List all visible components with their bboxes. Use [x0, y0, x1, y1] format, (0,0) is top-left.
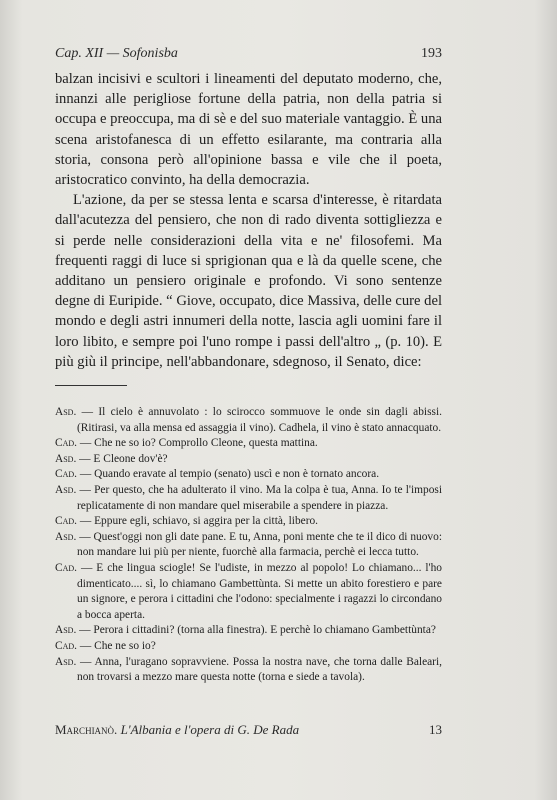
dialogue-text: — Quando eravate al tempio (senato) uscì e non è tornato ancora.	[79, 468, 380, 481]
footer-book-title: L'Albania e l'opera di G. De Rada	[120, 722, 300, 737]
dialogue-line	[55, 561, 442, 623]
dialogue-text: — Che ne so io? Comprollo Cleone, questa mattina.	[79, 437, 318, 450]
paragraph: balzan incisivi e scultori i lineamenti del deputato moderno, che, innanzi alle perigliose fortune della patria, non della patria si occupa e preoccupa, ma di sè e del suo materiale vantaggio. È una scena aristofanesca di un effetto esilarante, ma contraria alla storia, consona però all'opinione bassa e vile che il poeta, aristocratico convinto, ha della democrazia.	[55, 71, 442, 189]
speaker-label: Cad.	[55, 515, 77, 528]
speaker-label: Asd.	[55, 483, 77, 496]
footer-author: Marchianò.	[55, 722, 118, 737]
dialogue-line	[55, 452, 442, 468]
speaker-label: Asd.	[55, 452, 77, 465]
footnote-divider	[55, 385, 127, 386]
page-footer	[55, 722, 442, 738]
main-text	[55, 69, 442, 372]
dialogue-text: — Perora i cittadini? (torna alla finestra). E perchè lo chiamano Gambettùnta?	[79, 624, 436, 637]
dialogue-text: — Anna, l'uragano sopravviene. Possa la nostra nave, che torna dalle Baleari, non trovarsi a mezzo mare questa notte (torna e siede a tavola).	[77, 655, 442, 684]
dialogue-text: — E Cleone dov'è?	[79, 452, 168, 465]
dialogue-line	[55, 530, 442, 561]
dialogue-text: — Il cielo è annuvolato : lo scirocco sommuove le onde sin dagli abissi. (Ritirasi, va alla mensa ed assaggia il vino). Cadhela, il vino è stato annacquato.	[77, 406, 442, 434]
dialogue-text: — Quest'oggi non gli date pane. E tu, Anna, poni mente che te il dico di nuovo: non mandare lui più per niente, fuorchè alla farmacia, perchè ei lecca tutto.	[77, 530, 442, 559]
dialogue-line	[55, 483, 442, 514]
speaker-label: Asd.	[55, 406, 77, 418]
dialogue-line	[55, 436, 442, 452]
dialogue-line	[55, 639, 442, 655]
speaker-label: Asd.	[55, 530, 77, 543]
dialogue-line	[55, 623, 442, 639]
dialogue-text: — E che lingua sciogle! Se l'udiste, in mezzo al popolo! Lo chiamano... l'ho dimenticato.... sì, lo chiamano Gambettùnta. Si mette un abito forestiero e pare un signore, e perora i cittadini che l'odono: specialmente i ragazzi lo circondano a bocca aperta.	[77, 561, 442, 621]
dialogue-line	[55, 405, 442, 436]
speaker-label: Cad.	[55, 639, 77, 652]
speaker-label: Cad.	[55, 468, 77, 481]
speaker-label: Cad.	[55, 437, 77, 450]
speaker-label: Asd.	[55, 624, 77, 637]
dialogue-line	[55, 467, 442, 483]
dialogue-line	[55, 514, 442, 530]
paragraph: L'azione, da per se stessa lenta e scarsa d'interesse, è ritardata dall'acutezza del pensiero, che non di rado diventa sottigliezza e si perde nelle considerazioni della vita e ne' filosofemi. Ma frequenti raggi di luce si sprigionan qua e là da quelle scene, che additano un pensiero originale e profondo. Vi sono sentenze degne di Euripide. “ Giove, occupato, dice Massiva, delle cure del mondo e degli astri innumeri della notte, lascia agli uomini fare il loro libito, e sempre poi l'uno rompe i passi dell'altro „ (p. 10). E più giù il principe, nell'abbandonare, sdegnoso, il Senato, dice:	[55, 192, 442, 370]
running-header	[55, 46, 442, 62]
dialogue-text: — Per questo, che ha adulterato il vino. Ma la colpa è tua, Anna. Io te l'imposi replicatamente di non mandare quel miserabile a spendere in piazza.	[77, 483, 442, 512]
speaker-label: Asd.	[55, 655, 77, 668]
page-number: 193	[421, 46, 442, 61]
footnotes	[55, 405, 442, 686]
speaker-label: Cad.	[55, 561, 77, 574]
running-title: Cap. XII — Sofonisba	[55, 46, 178, 61]
dialogue-text: — Eppure egli, schiavo, si aggira per la città, libero.	[79, 515, 319, 528]
signature-mark: 13	[429, 722, 442, 737]
dialogue-text: — Che ne so io?	[79, 639, 156, 652]
dialogue-line	[55, 655, 442, 686]
